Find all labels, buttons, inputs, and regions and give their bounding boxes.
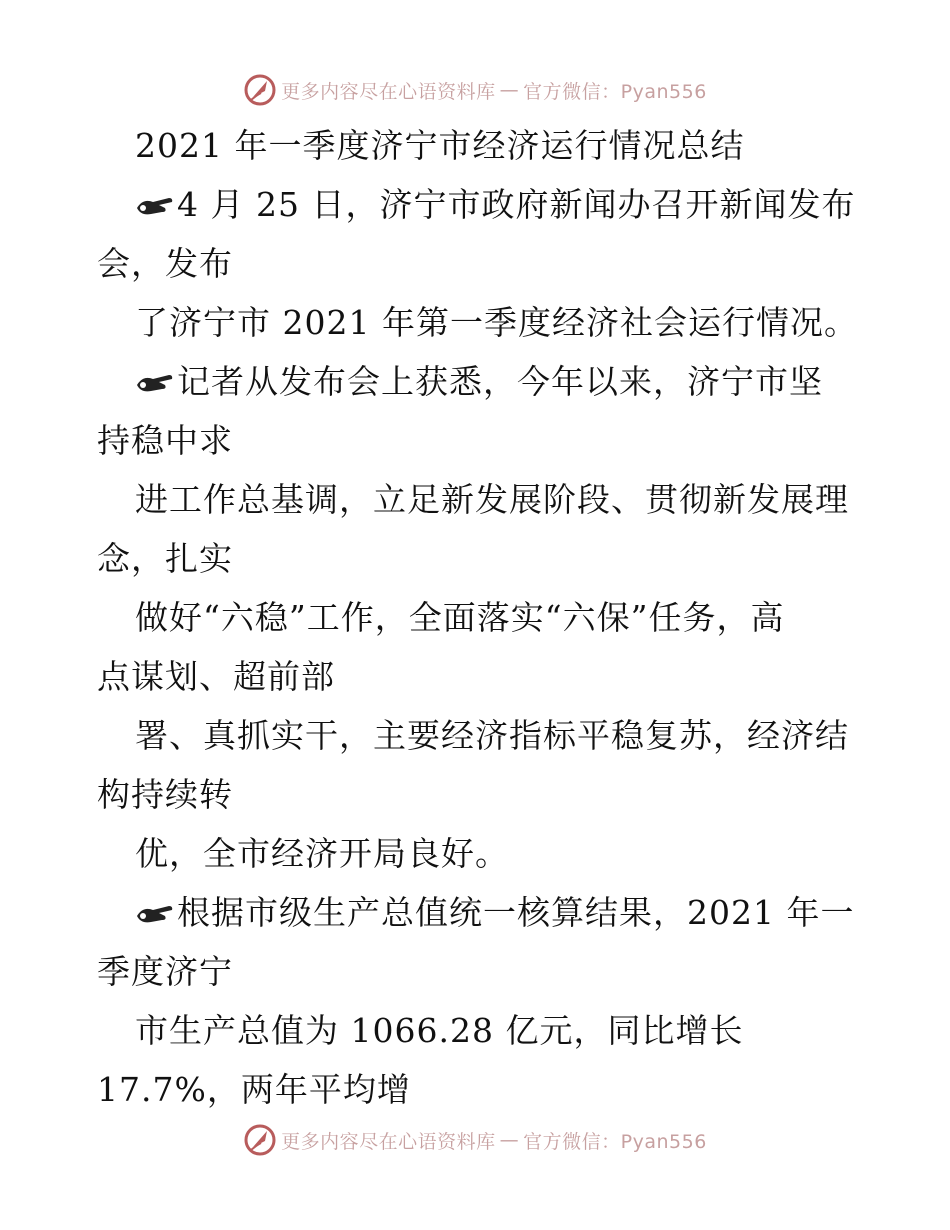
paragraph-text: 17.7%，两年平均增	[97, 1070, 411, 1109]
paragraph-line	[97, 649, 335, 705]
paragraph-text: 进工作总基调，立足新发展阶段、贯彻新发展理	[135, 480, 849, 519]
paragraph-text: 4 月 25 日，济宁市政府新闻办召开新闻发布	[177, 185, 856, 224]
paragraph-text: 市生产总值为 1066.28 亿元，同比增长	[135, 1011, 744, 1050]
paragraph-text: 根据市级生产总值统一核算结果，2021 年一	[177, 893, 855, 932]
paragraph-text: 构持续转	[97, 775, 233, 814]
paragraph-text: 优，全市经济开局良好。	[135, 834, 509, 873]
paragraph-line	[97, 944, 233, 1000]
paragraph-line	[97, 413, 233, 469]
watermark-header	[0, 70, 950, 110]
paragraph-line	[135, 295, 858, 351]
paragraph-line	[135, 590, 784, 646]
paragraph-line	[135, 1003, 743, 1059]
paragraph-text: 持稳中求	[97, 421, 233, 460]
paragraph-line	[97, 1062, 411, 1118]
paragraph-text: 署、真抓实干，主要经济指标平稳复苏，经济结	[135, 716, 849, 755]
hand-pointer-icon	[135, 898, 175, 928]
paragraph-line	[135, 354, 823, 410]
quill-logo-icon	[243, 73, 277, 107]
paragraph-text: 会，发布	[97, 244, 233, 283]
watermark-wechat-text: 官方微信：Pyan556	[523, 80, 707, 103]
paragraph-text: 季度济宁	[97, 952, 233, 991]
quill-logo-icon	[243, 1123, 277, 1157]
paragraph-text: 点谋划、超前部	[97, 657, 335, 696]
paragraph-line	[97, 236, 233, 292]
paragraph-text: 做好“六稳”工作，全面落实“六保”任务，高	[135, 598, 785, 637]
watermark-wechat-text: 官方微信：Pyan556	[523, 1130, 707, 1153]
paragraph-line	[135, 177, 855, 233]
watermark-dash: —	[499, 79, 520, 101]
document-title	[135, 118, 744, 174]
paragraph-text: 记者从发布会上获悉，今年以来，济宁市坚	[177, 362, 823, 401]
paragraph-line	[135, 472, 849, 528]
watermark-main-text: 更多内容尽在心语资料库	[281, 80, 496, 103]
paragraph-line	[135, 885, 854, 941]
paragraph-line	[97, 531, 233, 587]
watermark-dash: —	[499, 1129, 520, 1151]
paragraph-line	[97, 767, 233, 823]
watermark-footer	[0, 1120, 950, 1160]
paragraph-line	[135, 708, 849, 764]
paragraph-text: 念，扎实	[97, 539, 233, 578]
hand-pointer-icon	[135, 367, 175, 397]
paragraph-text: 了济宁市 2021 年第一季度经济社会运行情况。	[135, 303, 858, 342]
watermark-main-text: 更多内容尽在心语资料库	[281, 1130, 496, 1153]
hand-pointer-icon	[135, 190, 175, 220]
paragraph-line	[135, 826, 509, 882]
document-title-text: 2021 年一季度济宁市经济运行情况总结	[135, 126, 745, 165]
